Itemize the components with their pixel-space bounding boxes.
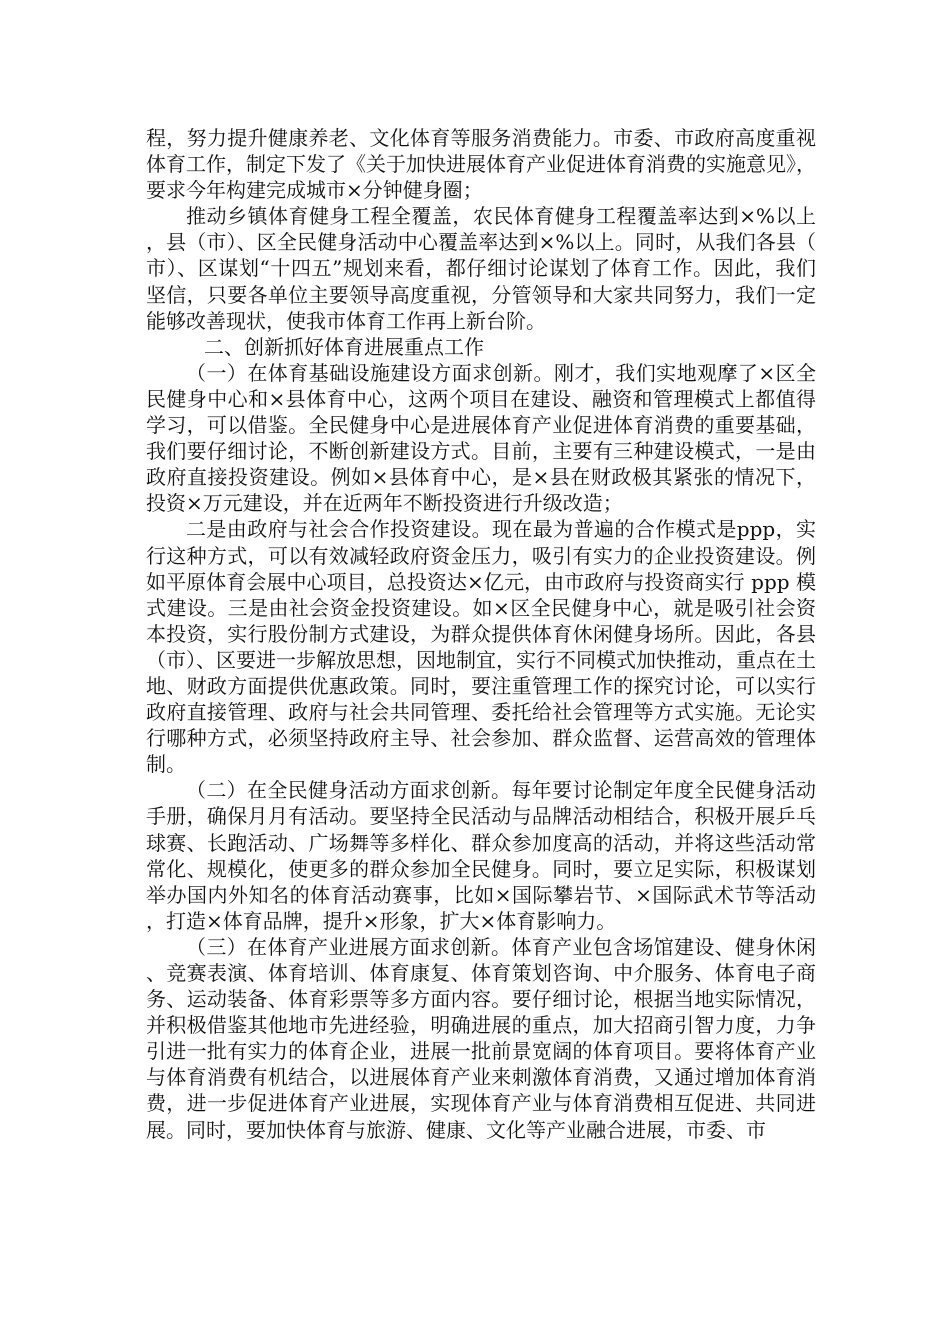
- section-heading: 二、创新抓好体育进展重点工作: [204, 334, 484, 359]
- paragraph-infrastructure: （一）在体育基础设施建设方面求创新。刚才，我们实地观摩了×区全民健身中心和×县体育中心，这两个项目在建设、融资和管理模式上都值得学习，可以借鉴。全民健身中心是进展体育产业促进体育消费的重要基础，我们要仔细讨论，不断创新建设方式。目前，主要有三种建设模式，一是由政府直接投资建设。例如×县体育中心，是×县在财政极其紧张的情况下，投资×万元建设，并在近两年不断投资进行升级改造；: [146, 360, 816, 516]
- paragraph-ppp-model: 二是由政府与社会合作投资建设。现在最为普遍的合作模式是ppp，实行这种方式，可以有效减轻政府资金压力，吸引有实力的企业投资建设。例如平原体育会展中心项目，总投资达×亿元，由市政府与投资商实行 ppp 模式建设。三是由社会资金投资建设。如×区全民健身中心，就是吸引社会资本投资，实行股份制方式建设，为群众提供体育休闲健身场所。因此，各县（市）、区要进一步解放思想，因地制宜，实行不同模式加快推动，重点在土地、财政方面提供优惠政策。同时，要注重管理工作的探究讨论，可以实行政府直接管理、政府与社会共同管理、委托给社会管理等方式实施。无论实行哪种方式，必须坚持政府主导、社会参加、群众监督、运营高效的管理体制。: [146, 517, 816, 777]
- paragraph-township-coverage: 推动乡镇体育健身工程全覆盖，农民体育健身工程覆盖率达到×%以上，县（市）、区全民健身活动中心覆盖率达到×%以上。同时，从我们各县（市）、区谋划“十四五”规划来看，都仔细讨论谋划了体育工作。因此，我们坚信，只要各单位主要领导高度重视，分管领导和大家共同努力，我们一定能够改善现状，使我市体育工作再上新台阶。: [146, 204, 816, 333]
- paragraph-continuation: 程，努力提升健康养老、文化体育等服务消费能力。市委、市政府高度重视体育工作，制定下发了《关于加快进展体育产业促进体育消费的实施意见》，要求今年构建完成城市×分钟健身圈；: [146, 126, 816, 203]
- document-body: [146, 125, 816, 1143]
- paragraph-sports-industry: （三）在体育产业进展方面求创新。体育产业包含场馆建设、健身休闲、竞赛表演、体育培训、体育康复、体育策划咨询、中介服务、体育电子商务、运动装备、体育彩票等多方面内容。要仔细讨论，根据当地实际情况，并积极借鉴其他地市先进经验，明确进展的重点，加大招商引智力度，力争引进一批有实力的体育企业，进展一批前景宽阔的体育项目。要将体育产业与体育消费有机结合，以进展体育产业来刺激体育消费，又通过增加体育消费，进一步促进体育产业进展，实现体育产业与体育消费相互促进、共同进展。同时，要加快体育与旅游、健康、文化等产业融合进展，市委、市: [146, 934, 816, 1142]
- paragraph-fitness-activities: （二）在全民健身活动方面求创新。每年要讨论制定年度全民健身活动手册，确保月月有活动。要坚持全民活动与品牌活动相结合，积极开展乒乓球赛、长跑活动、广场舞等多样化、群众参加度高的活动，并将这些活动常常化、规模化，使更多的群众参加全民健身。同时，要立足实际，积极谋划举办国内外知名的体育活动赛事，比如×国际攀岩节、×国际武术节等活动，打造×体育品牌，提升×形象，扩大×体育影响力。: [146, 778, 816, 933]
